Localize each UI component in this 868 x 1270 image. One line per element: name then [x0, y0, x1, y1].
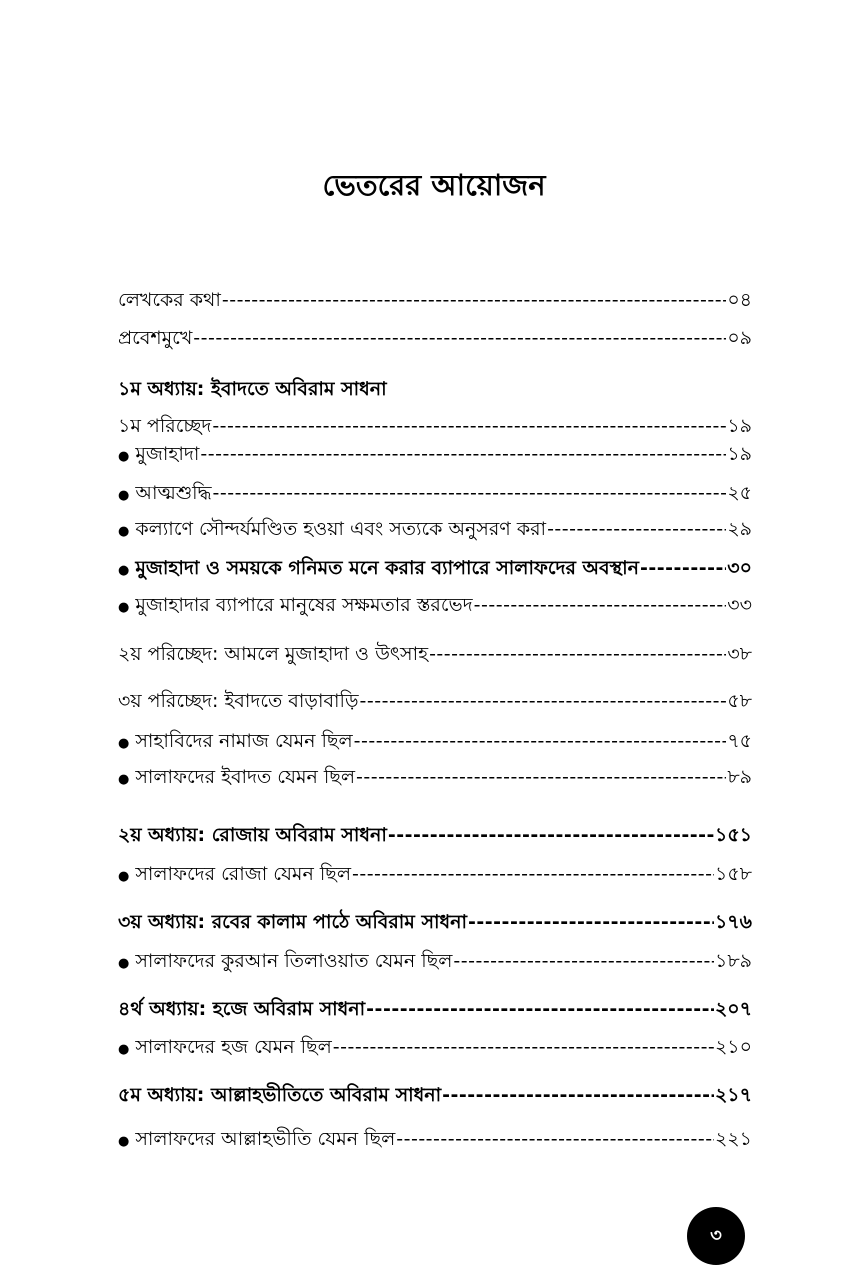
toc-entry-label: ৫ম অধ্যায়: আল্লাহভীতিতে অবিরাম সাধনা	[118, 1084, 442, 1106]
toc-entry	[118, 376, 752, 402]
toc-entry-label: ১ম অধ্যায়: ইবাদতে অবিরাম সাধনা	[118, 378, 387, 400]
dot-leader	[429, 641, 726, 667]
toc-entry	[118, 1126, 752, 1155]
dot-leader	[388, 822, 714, 848]
toc-entry-label: সালাফদের আল্লাহভীতি যেমন ছিল	[135, 1128, 396, 1150]
toc-entry	[118, 1082, 752, 1108]
toc-entry	[118, 555, 752, 584]
toc-entry-label: ১ম পরিচ্ছেদ	[118, 415, 212, 437]
dot-leader	[213, 480, 727, 506]
toc-entry-page: ০৯	[727, 327, 752, 349]
toc-entry-page: ২২১	[714, 1128, 752, 1150]
bullet-icon: ●	[118, 449, 130, 464]
bullet-icon: ●	[118, 488, 130, 503]
toc-entry-page: ২৯	[727, 518, 752, 540]
toc-entry-label: ৪র্থ অধ্যায়: হজে অবিরাম সাধনা	[118, 998, 366, 1020]
dot-leader	[360, 688, 727, 714]
bullet-icon: ●	[118, 869, 130, 884]
toc-entry-label: ৩য় পরিচ্ছেদ: ইবাদতে বাড়াবাড়ি	[118, 690, 359, 712]
toc-entry	[118, 641, 752, 667]
dot-leader	[212, 413, 726, 439]
bullet-icon: ●	[118, 524, 130, 539]
toc-entry-label: সালাফদের ইবাদত যেমন ছিল	[135, 766, 355, 788]
page-number-badge: ৩	[687, 1207, 745, 1265]
bullet-icon: ●	[118, 736, 130, 751]
toc-entry-label: ২য় অধ্যায়: রোজায় অবিরাম সাধনা	[118, 824, 387, 846]
dot-leader	[366, 996, 714, 1022]
toc-entry	[118, 688, 752, 714]
toc-entry	[118, 764, 752, 793]
page-title: ভেতরের আয়োজন	[322, 168, 546, 202]
toc-entry-label: সালাফদের কুরআন তিলাওয়াত যেমন ছিল	[135, 950, 453, 972]
toc-entry	[118, 287, 752, 313]
toc-entry-label: কল্যাণে সৌন্দর্যমণ্ডিত হওয়া এবং সত্যকে অনুসরণ করা	[135, 518, 547, 540]
toc-entry-label: মুজাহাদার ব্যাপারে মানুষের সক্ষমতার স্তরভেদ	[135, 594, 473, 616]
bullet-icon: ●	[118, 772, 130, 787]
toc-entry-page: ২১০	[714, 1036, 752, 1058]
bullet-icon: ●	[118, 956, 130, 971]
dot-leader	[547, 516, 726, 542]
toc-entry	[118, 413, 752, 439]
toc-entry-page: ২৫	[727, 482, 752, 504]
toc-entry-label: ৩য় অধ্যায়: রবের কালাম পাঠে অবিরাম সাধনা	[118, 911, 468, 933]
toc-entry-page: ১৯	[727, 443, 752, 465]
toc-entry-label: সালাফদের রোজা যেমন ছিল	[135, 863, 351, 885]
toc-entry-label: আত্মশুদ্ধি	[135, 482, 212, 504]
toc-entry	[118, 948, 752, 977]
toc-entry-label: মুজাহাদা	[135, 443, 200, 465]
toc-entry	[118, 592, 752, 621]
dot-leader	[474, 592, 727, 618]
dot-leader	[193, 325, 726, 351]
toc-entry	[118, 909, 752, 935]
bullet-icon: ●	[118, 600, 130, 615]
toc-entry-page: ০৪	[727, 289, 752, 311]
toc-entry-page: ২১৭	[714, 1084, 752, 1106]
toc-entry-label: সালাফদের হজ যেমন ছিল	[135, 1036, 332, 1058]
dot-leader	[354, 728, 727, 754]
toc-entry-page: ৭৫	[727, 730, 752, 752]
toc-entry	[118, 480, 752, 509]
toc-entry-page: ২০৭	[714, 998, 752, 1020]
dot-leader	[442, 1082, 714, 1108]
toc-entry-page: ১৯	[727, 415, 752, 437]
toc-entry-page: ৩৩	[727, 594, 752, 616]
toc-entry	[118, 516, 752, 545]
bullet-icon: ●	[118, 1042, 130, 1057]
toc-entry-page: ১৭৬	[714, 911, 752, 933]
toc-entry-page: ৫৮	[727, 690, 752, 712]
toc-entry	[118, 822, 752, 848]
toc-entry-page: ১৮৯	[715, 950, 752, 972]
bullet-icon: ●	[118, 563, 130, 578]
dot-leader	[352, 861, 714, 887]
toc-entry-page: ১৫৮	[715, 863, 752, 885]
toc-entry-label: প্রবেশমুখে	[118, 327, 193, 349]
bullet-icon: ●	[118, 1134, 130, 1149]
toc-entry-label: মুজাহাদা ও সময়কে গনিমত মনে করার ব্যাপারে সালাফদের অবস্থান	[135, 557, 639, 579]
toc-entry-page: ১৫১	[715, 824, 752, 846]
toc-entry-label: লেখকের কথা	[118, 289, 221, 311]
dot-leader	[468, 909, 714, 935]
dot-leader	[396, 1126, 714, 1152]
toc-entry	[118, 325, 752, 351]
toc-entry	[118, 1034, 752, 1063]
toc-entry-label: সাহাবিদের নামাজ যেমন ছিল	[135, 730, 353, 752]
toc-entry	[118, 861, 752, 890]
toc-entry	[118, 441, 752, 470]
toc-entry-label: ২য় পরিচ্ছেদ: আমলে মুজাহাদা ও উৎসাহ	[118, 643, 429, 665]
dot-leader	[200, 441, 726, 467]
toc-entry	[118, 996, 752, 1022]
toc-entry-page: ৩০	[727, 557, 752, 579]
toc-entry-page: ৩৮	[727, 643, 752, 665]
dot-leader	[356, 764, 726, 790]
toc-entry-page: ৮৯	[727, 766, 752, 788]
toc-entry	[118, 728, 752, 757]
dot-leader	[222, 287, 726, 313]
dot-leader	[453, 948, 714, 974]
dot-leader	[640, 555, 726, 581]
dot-leader	[333, 1034, 714, 1060]
